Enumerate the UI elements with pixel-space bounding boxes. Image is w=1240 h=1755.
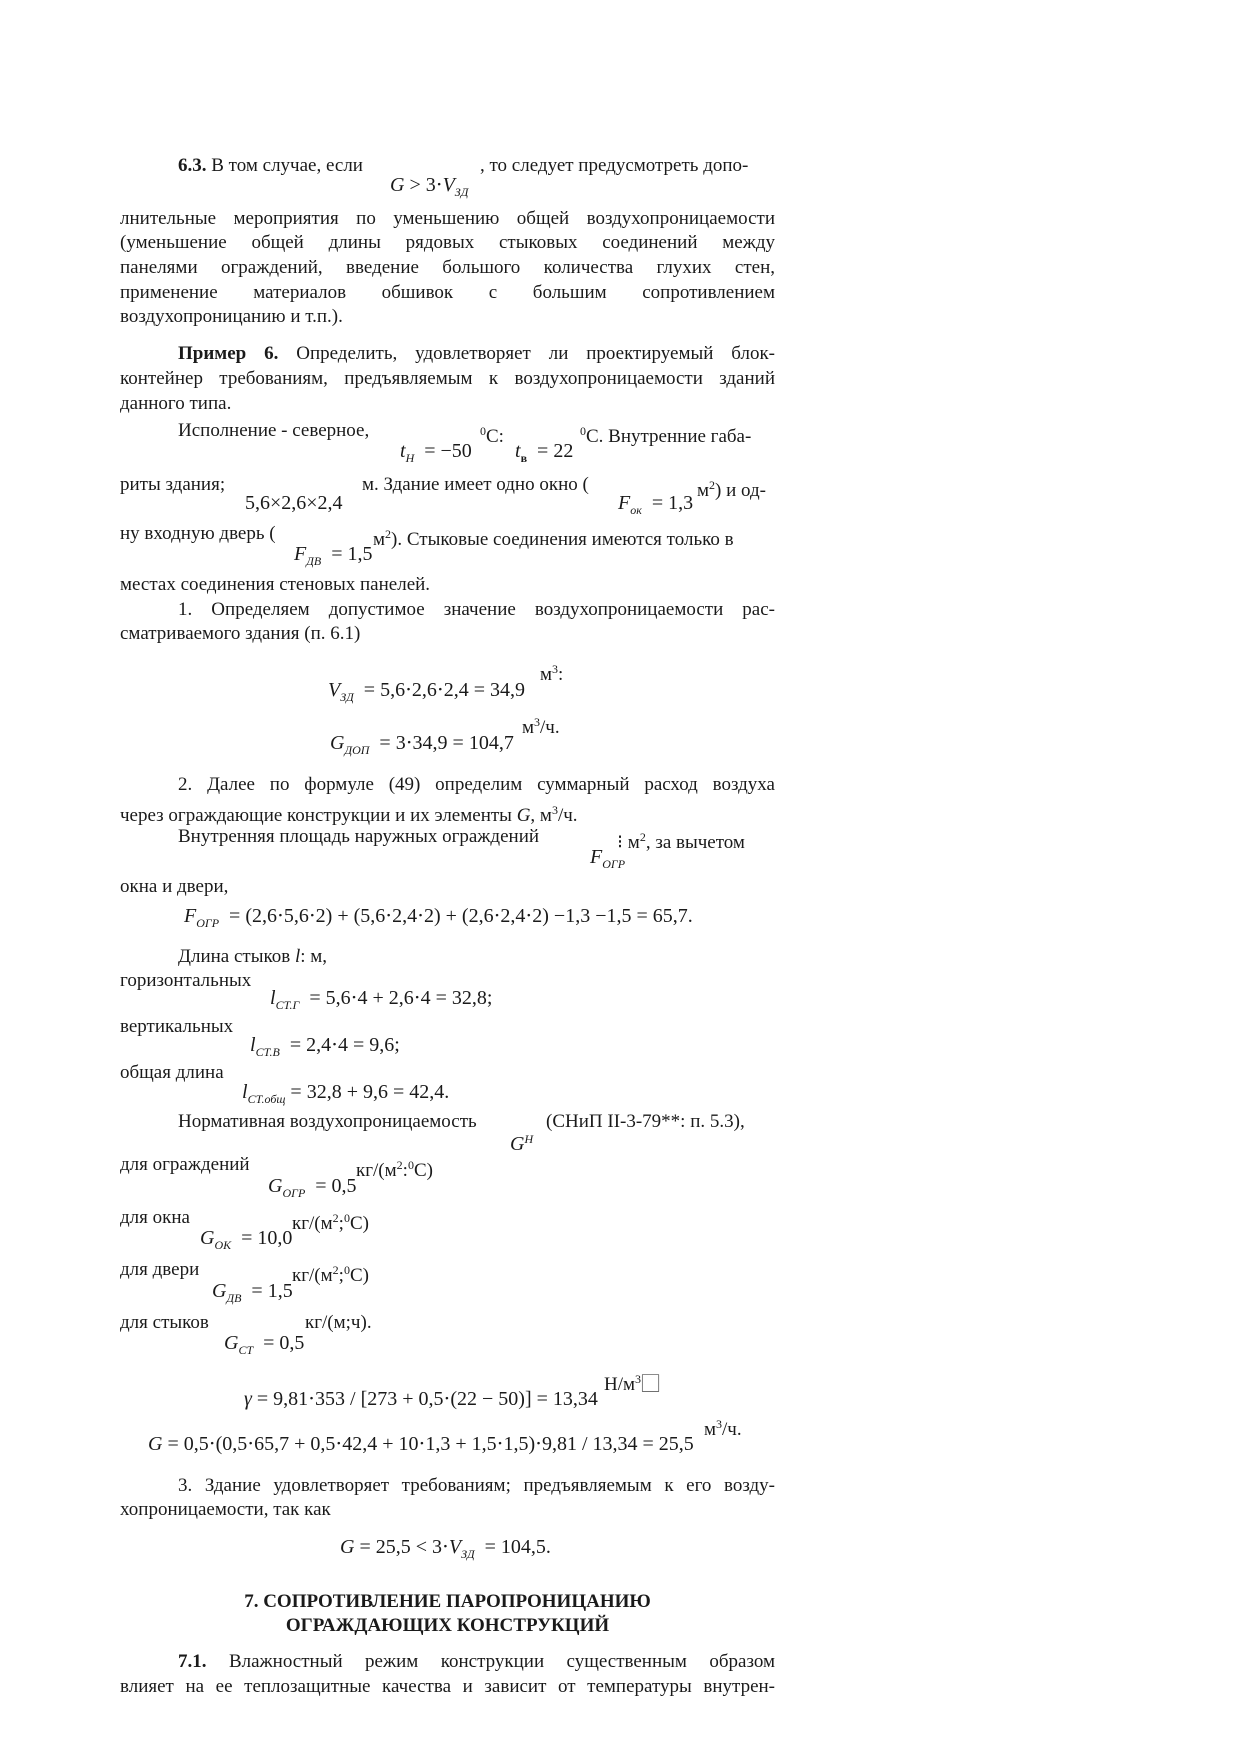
norm-window-unit: $кг/(м^2;^0C)$ bbox=[292, 1211, 384, 1234]
formula-GN-ogr: $G_{ОГР} = 0,5$ bbox=[268, 1175, 357, 1200]
formula-GN-dv: $G_{ДВ} = 1,5$ bbox=[212, 1280, 293, 1305]
s63-line3: (уменьшение общей длины рядовых стыковых соединений между bbox=[120, 232, 775, 253]
s63-line1b: , то следует предусмотреть допо- bbox=[480, 155, 749, 176]
formula-Fdv: $F_{ДВ} = 1,5$ bbox=[294, 543, 373, 568]
norm-window-label: для окна bbox=[120, 1207, 190, 1228]
norm-line1b: (СНиП II-3-79**: п. 5.3), bbox=[546, 1111, 745, 1132]
formula-lst-v: $l_{СТ.В} = 2,4\cdot 4 = 9,6$; bbox=[250, 1034, 400, 1059]
formula-GN-st: $G_{СТ} = 0,5$ bbox=[224, 1332, 305, 1357]
formula-GN-ok: $G_{ОК} = 10,0$ bbox=[200, 1227, 293, 1252]
unit-G-total: $м^3/ч$. bbox=[704, 1417, 742, 1440]
unit-m3-a: $м^3$: bbox=[540, 662, 564, 685]
example-line4c: $^0$C. Внутренние габа- bbox=[580, 424, 752, 447]
norm-line1a: Нормативная воздухопроницаемость bbox=[178, 1111, 477, 1132]
formula-G-total: G = 0,5⋅(0,5⋅65,7 + 0,5⋅42,4 + 10⋅1,3 + 1,5⋅1,5)⋅9,81 / 13,34 = 25,5 bbox=[148, 1433, 694, 1455]
example-line4a: Исполнение - северное, bbox=[178, 420, 370, 441]
example-line6a: ну входную дверь ( bbox=[120, 523, 276, 544]
s63-line5: применение материалов обшивок с большим сопротивлением bbox=[120, 282, 775, 303]
norm-joint-label: для стыков bbox=[120, 1312, 209, 1333]
formula-tn: $t_Н = -50$ bbox=[400, 440, 472, 465]
formula-tv: $t_в = 22$ bbox=[515, 440, 574, 465]
formula-G-gt-3V: $G > 3\cdot V_{ЗД}$ bbox=[390, 174, 469, 199]
example-line2: контейнер требованиям, предъявляемым к воздухопроницаемости зданий bbox=[120, 368, 775, 389]
step2-line3b: ⁝ $м^2$, за вычетом bbox=[617, 830, 745, 853]
step2-line1: 2. Далее по формуле (49) определим суммарный расход воздуха bbox=[178, 774, 775, 795]
formula-G-final: $G = 25,5 < 3\cdot V_{ЗД} = 104,5$. bbox=[340, 1536, 551, 1561]
norm-fence-label: для ограждений bbox=[120, 1154, 250, 1175]
s63-line2: лнительные мероприятия по уменьшению общей воздухопроницаемости bbox=[120, 208, 775, 229]
s63-line6: воздухопроницанию и т.п.). bbox=[120, 306, 343, 327]
step1-line2: сматриваемого здания (п. 6.1) bbox=[120, 623, 361, 644]
unit-m3h-a: $м^3/ч$. bbox=[522, 715, 560, 738]
example-line4b: $^0$C: bbox=[480, 424, 504, 447]
step3-line2: хопроницаемости, так как bbox=[120, 1499, 331, 1520]
formula-Fok: $F_{ок} = 1,3$ bbox=[618, 492, 694, 517]
example-line5c: $м^2$) и од- bbox=[697, 478, 766, 501]
joints-line1: Длина стыков l: м, bbox=[178, 946, 328, 967]
formula-dims: 5,6×2,6×2,4 bbox=[245, 492, 343, 514]
step2-line3a: Внутренняя площадь наружных ограждений bbox=[178, 826, 540, 847]
formula-GN: $G^Н$ bbox=[510, 1132, 534, 1155]
step3-line1: 3. Здание удовлетворяет требованиям; предъявляемым к его возду- bbox=[178, 1475, 775, 1496]
example-line5b: м. Здание имеет одно окно ( bbox=[362, 474, 589, 495]
example-line1: Пример 6. Определить, удовлетворяет ли проектируемый блок- bbox=[178, 343, 776, 364]
joints-horizontal-label: горизонтальных bbox=[120, 970, 252, 991]
s63-line4: панелями ограждений, введение большого количества глухих стен, bbox=[120, 257, 775, 278]
norm-door-unit: $кг/(м^2;^0C)$ bbox=[292, 1263, 384, 1286]
step2-line2: через ограждающие конструкции и их элементы G, $м^3/ч$. bbox=[120, 803, 578, 826]
norm-door-label: для двери bbox=[120, 1259, 200, 1280]
joints-vertical-label: вертикальных bbox=[120, 1016, 234, 1037]
formula-gamma: γ = 9,81⋅353 / [273 + 0,5⋅(22 − 50)] = 13,34 bbox=[244, 1388, 598, 1410]
formula-Fogr-symbol: $F_{ОГР}$ bbox=[590, 846, 626, 871]
section7-heading-line2: ОГРАЖДАЮЩИХ КОНСТРУКЦИЙ bbox=[285, 1615, 610, 1636]
clause-number: 6.3. bbox=[178, 155, 207, 176]
norm-fence-unit: $кг/(м^2:^0C)$ bbox=[356, 1158, 448, 1181]
section7-heading-line1: 7. СОПРОТИВЛЕНИЕ ПАРОПРОНИЦАНИЮ bbox=[244, 1591, 651, 1612]
step2-line4: окна и двери, bbox=[120, 876, 229, 897]
sec7-line2: влияет на ее теплозащитные качества и зависит от температуры внутрен- bbox=[120, 1676, 775, 1697]
formula-Vzd: $V_{ЗД} = 5,6\cdot 2,6\cdot 2,4 = 34,9$ bbox=[328, 679, 526, 704]
formula-Fogr: $F_{ОГР} = (2,6\cdot 5,6\cdot 2) + (5,6\cdot 2,4\cdot 2) + (2,6\cdot 2,4\cdot 2) -1,3 -1,5 = 65,7$. bbox=[184, 905, 693, 930]
example-line7: местах соединения стеновых панелей. bbox=[120, 574, 431, 595]
formula-Gdop: $G_{ДОП} = 3\cdot 34,9 = 104,7$ bbox=[330, 732, 514, 757]
formula-lst-total: $l_{СТ.общ} = 32,8 + 9,6 = 42,4$. bbox=[242, 1081, 450, 1106]
joints-total-label: общая длина bbox=[120, 1062, 224, 1083]
formula-lst-g: $l_{СТ.Г} = 5,6\cdot 4 + 2,6\cdot 4 = 32,8$; bbox=[270, 987, 493, 1012]
unit-gamma: $Н/м^3⃞$ bbox=[604, 1372, 661, 1395]
example-line6b: $м^2$). Стыковые соединения имеются только в bbox=[373, 527, 734, 550]
norm-joint-unit: кг/(м;ч). bbox=[305, 1312, 372, 1333]
sec7-line1: 7.1. Влажностный режим конструкции существенным образом bbox=[178, 1651, 775, 1672]
example-line5a: риты здания; bbox=[120, 474, 226, 495]
s63-line1a: 6.3. В том случае, если bbox=[178, 155, 363, 176]
step1-line1: 1. Определяем допустимое значение воздухопроницаемости рас- bbox=[178, 599, 775, 620]
example-line3: данного типа. bbox=[120, 393, 232, 414]
